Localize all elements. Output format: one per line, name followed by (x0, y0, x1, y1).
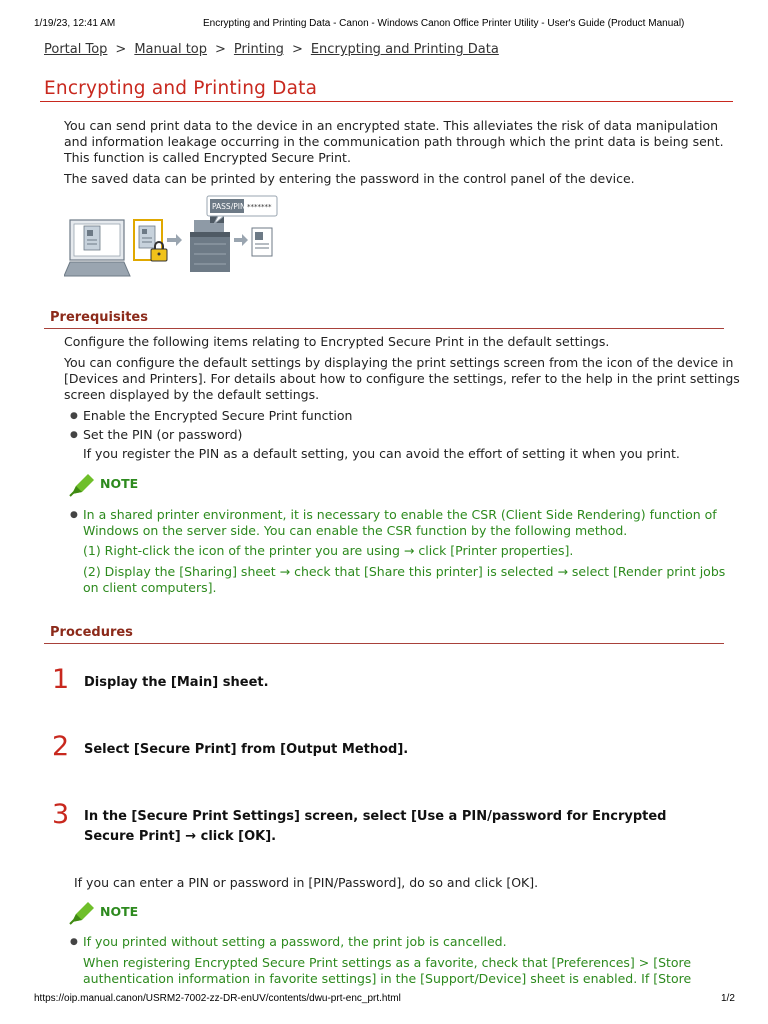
prereq-pin-hint: If you register the PIN as a default setting, you can avoid the effort of setting it when you print. (83, 446, 680, 461)
page-number: 1/2 (721, 993, 735, 1004)
step-number: 1 (52, 664, 70, 695)
note-shared-printer (83, 507, 717, 539)
print-doc-title: Encrypting and Printing Data - Canon - Windows Canon Office Printer Utility - User's Guide (Product Manual) (203, 18, 685, 29)
step-number: 2 (52, 731, 70, 762)
breadcrumb (44, 42, 499, 57)
title-divider (40, 101, 733, 102)
details-line: You can configure the default settings by displaying the print settings screen from the icon of the device in (64, 355, 734, 370)
print-datetime: 1/19/23, 12:41 AM (34, 18, 116, 29)
section-divider (44, 328, 724, 329)
intro-line: and information leakage occurring in the communication path through which the print data is being sent. (64, 134, 724, 149)
intro-paragraph (64, 118, 744, 166)
pencil-icon (68, 900, 96, 926)
breadcrumb-separator: > (291, 42, 303, 57)
pass-pin-label: PASS/PIN (212, 202, 246, 211)
note-line: In a shared printer environment, it is necessary to enable the CSR (Client Side Rendering) function of (83, 507, 717, 522)
step-number: 3 (52, 799, 70, 830)
breadcrumb-printing[interactable]: Printing (233, 42, 284, 57)
step-3-hint: If you can enter a PIN or password in [PIN/Password], do so and click [OK]. (74, 875, 539, 890)
procedures-heading: Procedures (50, 625, 133, 640)
printer-icon (190, 215, 230, 272)
note-no-password: If you printed without setting a password, the print job is cancelled. (83, 934, 507, 949)
note-favorite-settings (83, 955, 691, 987)
note-line: (2) Display the [Sharing] sheet → check that [Share this printer] is selected → select [Render print jobs (83, 564, 726, 579)
prerequisites-details (64, 355, 744, 403)
section-divider (44, 643, 724, 644)
arrow-icon (234, 234, 248, 246)
password-bubble-icon (207, 196, 277, 224)
bullet-icon: ● (70, 937, 78, 947)
note-step-2 (83, 564, 725, 596)
intro-line: You can send print data to the device in an encrypted state. This alleviates the risk of data manipulation (64, 118, 719, 133)
page-title: Encrypting and Printing Data (44, 78, 318, 99)
printed-document-icon (252, 228, 272, 256)
prerequisites-heading: Prerequisites (50, 310, 148, 325)
intro-line: This function is called Encrypted Secure Print. (64, 150, 351, 165)
step-2-text: Select [Secure Print] from [Output Method]. (84, 742, 409, 757)
bullet-icon: ● (70, 510, 78, 520)
note-line: When registering Encrypted Secure Print settings as a favorite, check that [Preferences] > [Store (83, 955, 692, 970)
step-1-text: Display the [Main] sheet. (84, 675, 269, 690)
note-line: authentication information in favorite settings] in the [Support/Device] sheet is enabled. If [Store (83, 971, 692, 986)
step-line: Secure Print] → click [OK]. (84, 829, 277, 844)
encrypted-print-diagram (64, 192, 286, 280)
breadcrumb-separator: > (215, 42, 226, 57)
step-3-text (84, 807, 666, 847)
note-step-1: (1) Right-click the icon of the printer you are using → click [Printer properties]. (83, 543, 574, 558)
step-line: In the [Secure Print Settings] screen, select [Use a PIN/password for Encrypted (84, 809, 667, 824)
breadcrumb-portal-top[interactable]: Portal Top (44, 42, 108, 57)
breadcrumb-manual-top[interactable]: Manual top (134, 42, 208, 57)
note-line: on client computers]. (83, 580, 217, 595)
note-line: Windows on the server side. You can enable the CSR function by the following method. (83, 523, 628, 538)
prereq-item-pin: Set the PIN (or password) (83, 427, 243, 442)
pencil-icon (68, 472, 96, 498)
laptop-icon (64, 220, 130, 276)
breadcrumb-current[interactable]: Encrypting and Printing Data (310, 42, 499, 57)
prerequisites-intro: Configure the following items relating to Encrypted Secure Print in the default settings. (64, 334, 610, 349)
footer-url: https://oip.manual.canon/USRM2-7002-zz-DR-enUV/contents/dwu-prt-enc_prt.html (34, 993, 401, 1004)
arrow-icon (167, 234, 182, 246)
note-label: NOTE (100, 904, 139, 919)
breadcrumb-separator: > (115, 42, 127, 57)
details-line: screen displayed by the default settings. (64, 387, 320, 402)
masked-password: ******* (247, 203, 272, 211)
bullet-icon: ● (70, 411, 78, 421)
prereq-item-enable: Enable the Encrypted Secure Print function (83, 408, 353, 423)
intro-paragraph-2: The saved data can be printed by entering the password in the control panel of the device. (64, 171, 635, 186)
bullet-icon: ● (70, 430, 78, 440)
note-label: NOTE (100, 476, 139, 491)
details-line: [Devices and Printers]. For details about how to configure the settings, refer to the help in the print settings (64, 371, 740, 386)
